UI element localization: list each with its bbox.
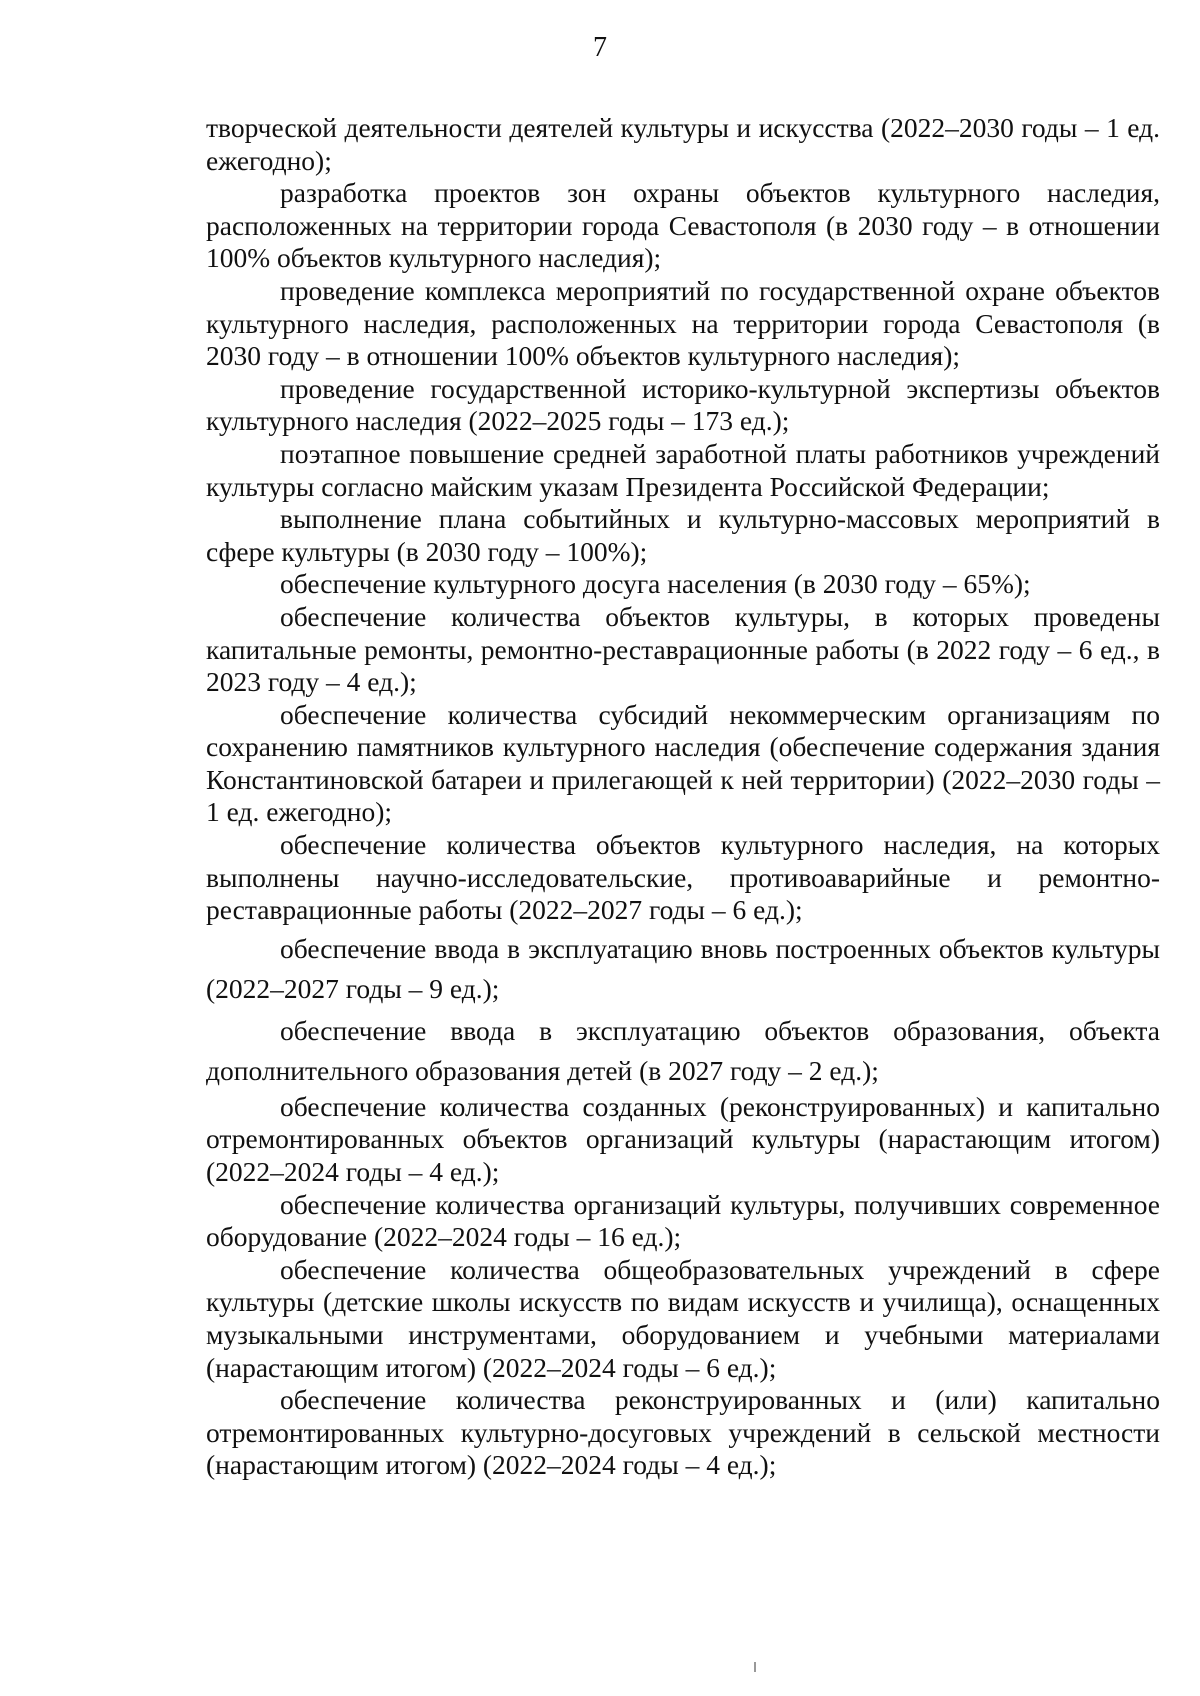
paragraph-11: обеспечение ввода в эксплуатацию вновь построенных объектов культуры (2022–2027 годы – 9 ед.); xyxy=(206,932,1160,1004)
paragraph-14: обеспечение количества организаций культуры, получивших современное оборудование (2022–2024 годы – 16 ед.); xyxy=(206,1188,1160,1253)
paragraph-3: проведение комплекса мероприятий по государственной охране объектов культурного наследия, расположенных на территории города Севастополя (в 2030 году – в отношении 100% объектов культурного наследия); xyxy=(206,274,1160,372)
paragraph-10: обеспечение количества объектов культурного наследия, на которых выполнены научно-исследовательские, противоаварийные и ремонтно-реставрационные работы (2022–2027 годы – 6 ед.); xyxy=(206,829,1160,926)
page-number: 7 xyxy=(593,32,607,63)
paragraph-2: разработка проектов зон охраны объектов культурного наследия, расположенных на территории города Севастополя (в 2030 году – в отношении 100% объектов культурного наследия); xyxy=(206,177,1160,274)
paragraph-13: обеспечение количества созданных (реконструированных) и капитально отремонтированных объектов организаций культуры (нарастающим итогом) (2022–2024 годы – 4 ед.); xyxy=(206,1090,1160,1188)
paragraph-1: творческой деятельности деятелей культуры и искусства (2022–2030 годы – 1 ед. ежегодно); xyxy=(206,112,1160,176)
paragraph-6: выполнение плана событийных и культурно-массовых мероприятий в сфере культуры (в 2030 году – 100%); xyxy=(206,503,1160,567)
paragraph-8: обеспечение количества объектов культуры, в которых проведены капитальные ремонты, ремонтно-реставрационные работы (в 2022 году – 6 ед., в 2023 году – 4 ед.); xyxy=(206,600,1160,698)
scan-mark xyxy=(754,1662,756,1672)
paragraph-9: обеспечение количества субсидий некоммерческим организациям по сохранению памятников культурного наследия (обеспечение содержания здания Константиновской батареи и прилегающей к ней территории) (2022–2030 годы – 1 ед. ежегодно); xyxy=(206,698,1160,828)
paragraph-12: обеспечение ввода в эксплуатацию объектов образования, объекта дополнительного образования детей (в 2027 году – 2 ед.); xyxy=(206,1014,1160,1086)
paragraph-4: проведение государственной историко-культурной экспертизы объектов культурного наследия (2022–2025 годы – 173 ед.); xyxy=(206,372,1160,437)
paragraph-7: обеспечение культурного досуга населения (в 2030 году – 65%); xyxy=(280,568,1031,600)
paragraph-15: обеспечение количества общеобразовательных учреждений в сфере культуры (детские школы искусств по видам искусств и училища), оснащенных музыкальными инструментами, оборудованием и учебными материалами (нарастающим итогом) (2022–2024 годы – 6 ед.); xyxy=(206,1253,1160,1383)
paragraph-16: обеспечение количества реконструированных и (или) капитально отремонтированных культурно-досуговых учреждений в сельской местности (нарастающим итогом) (2022–2024 годы – 4 ед.); xyxy=(206,1384,1160,1481)
paragraph-5: поэтапное повышение средней заработной платы работников учреждений культуры согласно майским указам Президента Российской Федерации; xyxy=(206,437,1160,502)
document-body xyxy=(206,112,1160,1482)
